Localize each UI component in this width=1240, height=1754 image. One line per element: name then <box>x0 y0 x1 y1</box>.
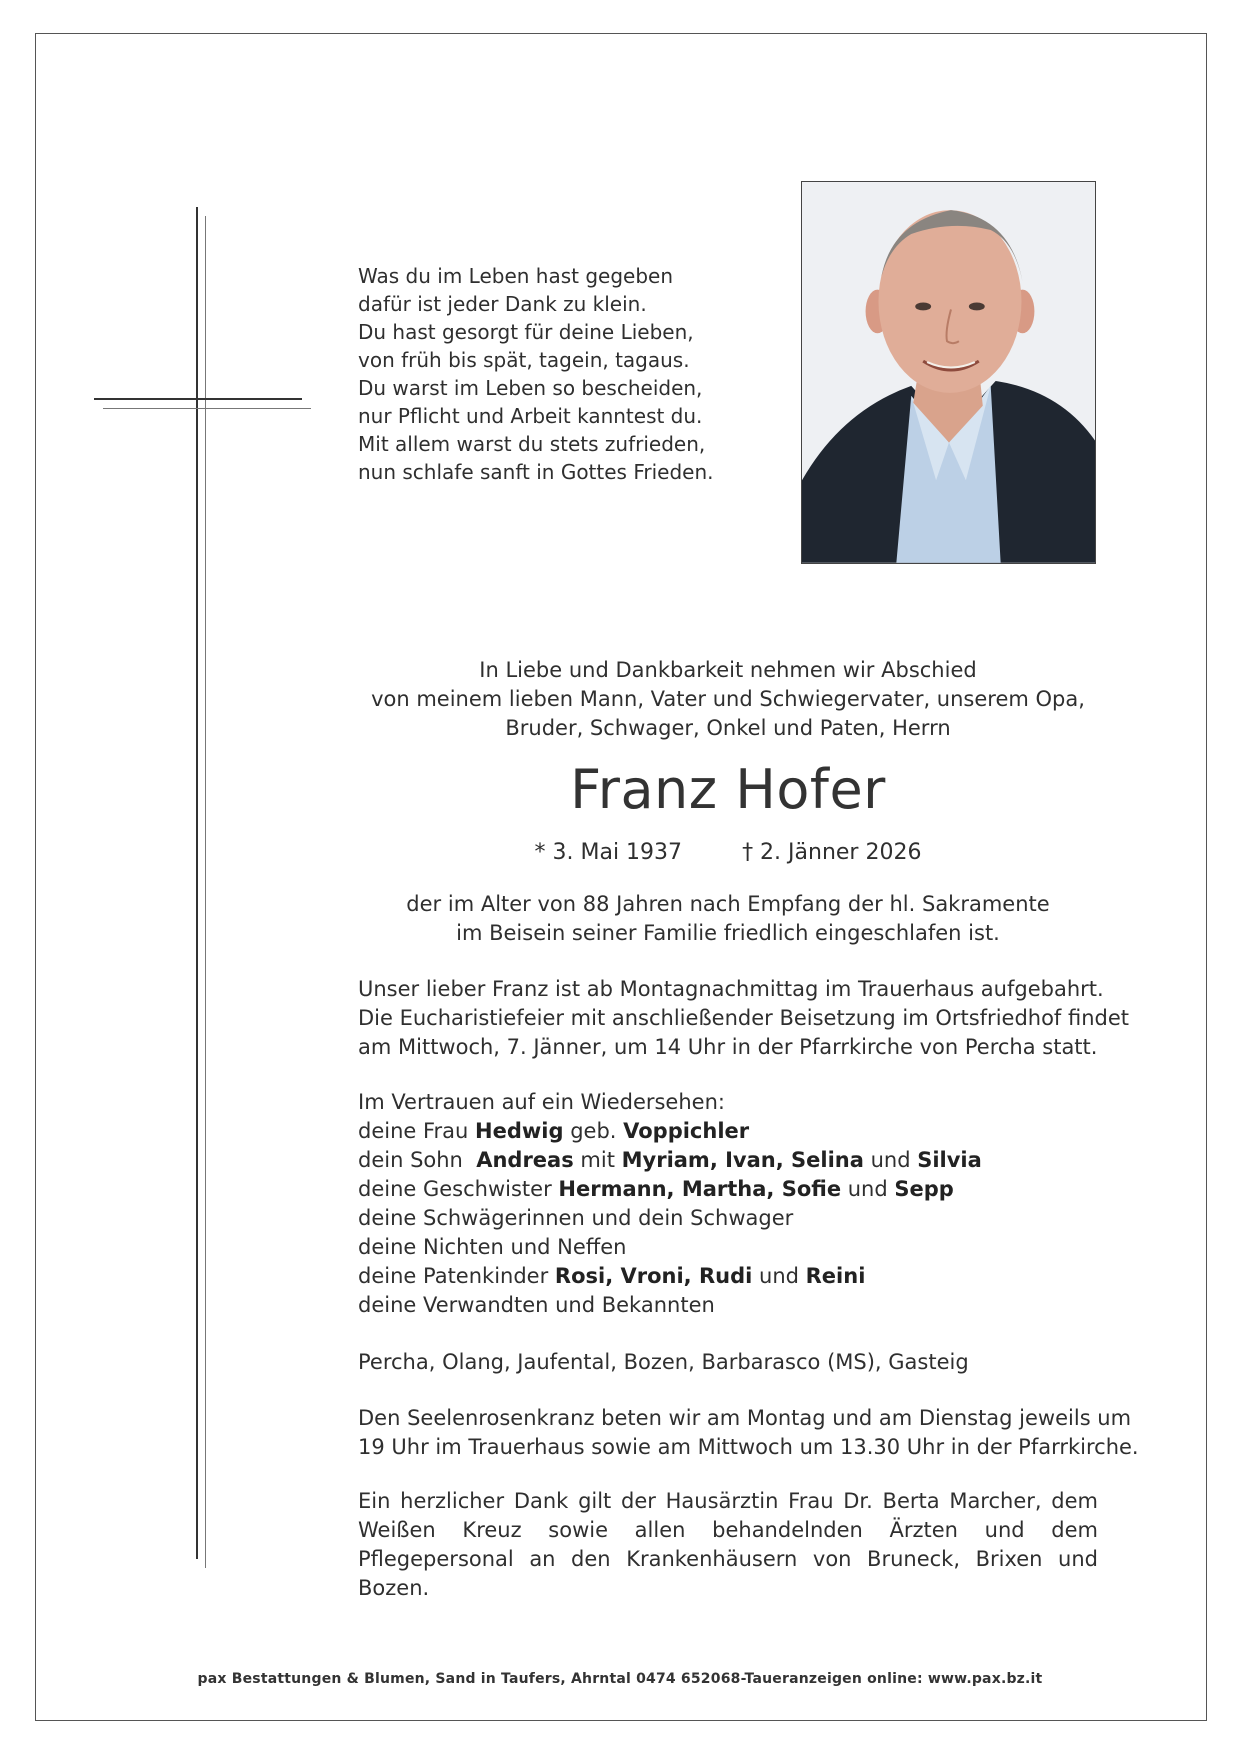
passing-text <box>358 890 1098 948</box>
memorial-poem <box>358 262 778 486</box>
wife-name: Hedwig <box>475 1119 564 1143</box>
mourner-son <box>358 1146 1098 1175</box>
poem-line: Du warst im Leben so bescheiden, <box>358 376 703 400</box>
wife-mid: geb. <box>563 1119 624 1143</box>
son-name: Andreas <box>476 1148 574 1172</box>
info-line: Unser lieber Franz ist ab Montagnachmittag im Trauerhaus aufgebahrt. <box>358 977 1104 1001</box>
godchildren-prefix: deine Patenkinder <box>358 1264 555 1288</box>
grandchild-last: Silvia <box>917 1148 982 1172</box>
cross-vertical-bar <box>196 207 198 1559</box>
cross-horizontal-bar <box>94 398 302 400</box>
sibling-last: Sepp <box>894 1177 954 1201</box>
wife-prefix: deine Frau <box>358 1119 476 1143</box>
footer-funeral-home: pax Bestattungen & Blumen, Sand in Taufers, Ahrntal 0474 652068-Taueranzeigen online: www.pax.bz.it <box>197 1671 1043 1687</box>
mourner-godchildren <box>358 1262 1098 1291</box>
cross-horizontal-bar-shadow <box>103 408 311 409</box>
info-line: am Mittwoch, 7. Jänner, um 14 Uhr in der Pfarrkirche von Percha statt. <box>358 1035 1098 1059</box>
mourner-relatives: deine Verwandten und Bekannten <box>358 1293 715 1317</box>
portrait-illustration <box>802 182 1095 563</box>
thanks-text: Ein herzlicher Dank gilt der Hausärztin Frau Dr. Berta Marcher, dem Weißen Kreuz sowie allen behandelnden Ärzten und dem Pflegepersonal an den Krankenhäusern von Bruneck, Brixen und Bozen. <box>358 1489 1098 1600</box>
poem-line: dafür ist jeder Dank zu klein. <box>358 292 647 316</box>
deceased-name: Franz Hofer <box>570 758 886 821</box>
godchildren-names: Rosi, Vroni, Rudi <box>554 1264 753 1288</box>
portrait-photo <box>801 181 1096 564</box>
places-list: Percha, Olang, Jaufental, Bozen, Barbarasco (MS), Gasteig <box>358 1350 969 1374</box>
poem-line: nun schlafe sanft in Gottes Frieden. <box>358 460 714 484</box>
intro-line: von meinem lieben Mann, Vater und Schwiegervater, unserem Opa, <box>371 687 1085 711</box>
rosary-info <box>358 1404 1139 1462</box>
son-and: und <box>863 1148 918 1172</box>
farewell-intro <box>358 656 1098 743</box>
siblings-prefix: deine Geschwister <box>358 1177 559 1201</box>
mourner-inlaws: deine Schwägerinnen und dein Schwager <box>358 1206 794 1230</box>
funeral-info <box>358 975 1130 1062</box>
birth-date: * 3. Mai 1937 <box>534 840 683 865</box>
passing-line: der im Alter von 88 Jahren nach Empfang der hl. Sakramente <box>406 892 1050 916</box>
mourner-nieces: deine Nichten und Neffen <box>358 1235 627 1259</box>
godchildren-and: und <box>752 1264 806 1288</box>
siblings-and: und <box>841 1177 895 1201</box>
godchild-last: Reini <box>805 1264 866 1288</box>
mourners-list <box>358 1088 1098 1320</box>
poem-line: von früh bis spät, tagein, tagaus. <box>358 348 690 372</box>
cross-vertical-bar-shadow <box>205 216 206 1568</box>
poem-line: Mit allem warst du stets zufrieden, <box>358 432 706 456</box>
mourner-wife <box>358 1117 1098 1146</box>
info-line: Die Eucharistiefeier mit anschließender Beisetzung im Ortsfriedhof findet <box>358 1006 1130 1030</box>
son-with: mit <box>573 1148 622 1172</box>
mourner-siblings <box>358 1175 1098 1204</box>
son-prefix: dein Sohn <box>358 1148 477 1172</box>
intro-line: In Liebe und Dankbarkeit nehmen wir Abschied <box>479 658 977 682</box>
siblings-names: Hermann, Martha, Sofie <box>558 1177 842 1201</box>
rosary-line: 19 Uhr im Trauerhaus sowie am Mittwoch um 13.30 Uhr in der Pfarrkirche. <box>358 1435 1139 1459</box>
passing-line: im Beisein seiner Familie friedlich eingeschlafen ist. <box>456 921 1000 945</box>
poem-line: Was du im Leben hast gegeben <box>358 264 674 288</box>
poem-line: nur Pflicht und Arbeit kanntest du. <box>358 404 703 428</box>
mourners-intro: Im Vertrauen auf ein Wiedersehen: <box>358 1090 725 1114</box>
wife-maiden-name: Voppichler <box>623 1119 750 1143</box>
intro-line: Bruder, Schwager, Onkel und Paten, Herrn <box>505 716 951 740</box>
rosary-line: Den Seelenrosenkranz beten wir am Montag und am Dienstag jeweils um <box>358 1406 1132 1430</box>
grandchildren-names: Myriam, Ivan, Selina <box>621 1148 864 1172</box>
life-dates <box>358 838 1098 868</box>
poem-line: Du hast gesorgt für deine Lieben, <box>358 320 694 344</box>
death-date: † 2. Jänner 2026 <box>742 840 922 865</box>
